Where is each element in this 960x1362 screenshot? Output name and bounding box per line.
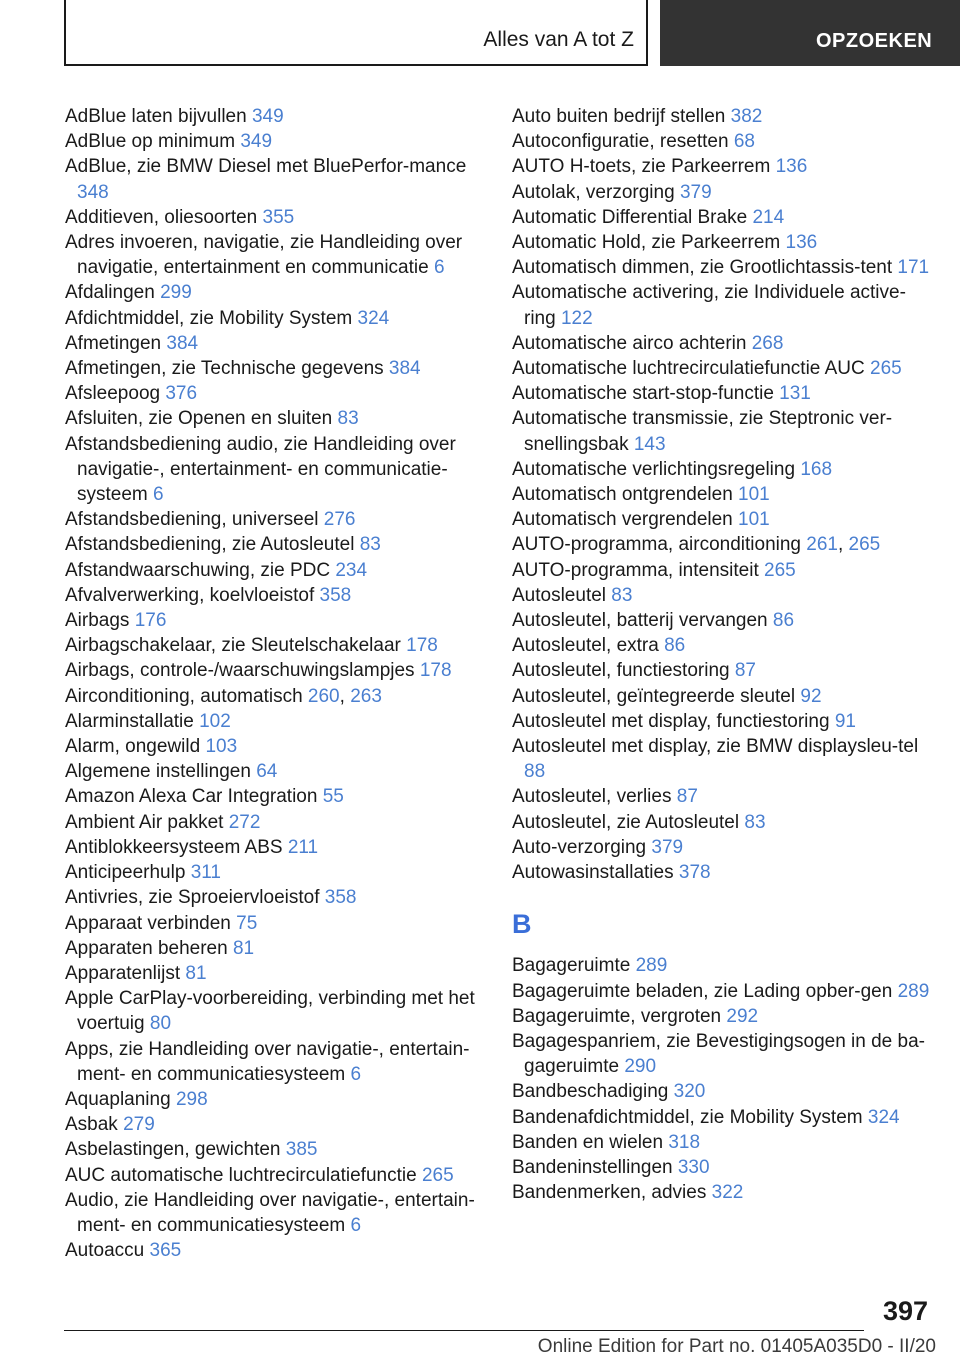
page-link[interactable]: 55 (322, 786, 344, 808)
page-link[interactable]: 176 (134, 610, 167, 632)
index-entry-text: AUC automatische luchtrecirculatiefunctie (65, 1164, 417, 1186)
page-link[interactable]: 318 (668, 1131, 701, 1153)
index-entry (512, 953, 932, 978)
section-tab[interactable] (660, 0, 960, 66)
page-link[interactable]: 88 (524, 761, 546, 783)
index-entry (65, 406, 485, 431)
index-entry-text: Anticipeerhulp (65, 862, 186, 884)
index-list-a (512, 104, 932, 885)
page-link[interactable]: 355 (262, 206, 295, 228)
page-number: 397 (882, 1296, 928, 1326)
page-link[interactable]: 384 (166, 332, 199, 354)
index-entry-text: Automatisch dimmen, zie Grootlichtassis‐tent (512, 257, 893, 279)
section-letter-b: B (512, 909, 532, 940)
index-entry-text: Afsleepoog (65, 383, 161, 405)
index-entry (512, 583, 932, 608)
index-entry-text: AUTO-programma, intensiteit (512, 559, 759, 581)
index-entry-text: AdBlue laten bijvullen (65, 106, 247, 127)
page-link[interactable]: 289 (635, 955, 668, 977)
index-entry (512, 558, 932, 583)
page-link[interactable]: 136 (785, 232, 818, 254)
page-link[interactable]: 92 (800, 685, 822, 707)
page-link[interactable]: 382 (730, 106, 763, 127)
index-entry (65, 709, 485, 734)
index-entry (512, 356, 932, 381)
index-entry-text: Automatische transmissie, zie Steptronic ver‐snellingsbak (512, 408, 893, 455)
page-link[interactable]: 376 (165, 383, 198, 405)
page-link[interactable]: 261 (806, 534, 838, 556)
index-entry (512, 860, 932, 885)
index-entry-text: Bandbeschadiging (512, 1081, 669, 1103)
page-link[interactable]: 6 (350, 1214, 362, 1236)
page-link[interactable]: 86 (772, 610, 795, 632)
index-entry-text: Autoaccu (65, 1240, 145, 1262)
index-entry-text: Algemene instellingen (65, 761, 251, 783)
page-link[interactable]: 299 (160, 282, 192, 304)
index-entry-text: Autolak, verzorging (512, 181, 675, 203)
index-entry-text: Afstandsbediening, zie Autosleutel (65, 534, 355, 556)
index-entry (65, 532, 485, 557)
index-entry-text: Bandeninstellingen (512, 1156, 673, 1178)
index-entry-text: Auto-verzorging (512, 836, 647, 858)
index-entry-text: Bandenmerken, advies (512, 1182, 707, 1204)
index-entry (512, 205, 932, 230)
index-entry-text: Afstandwaarschuwing, zie PDC (65, 559, 331, 581)
index-entry-text: Automatische start-stop-functie (512, 383, 774, 405)
index-entry (65, 205, 485, 230)
index-entry (65, 835, 485, 860)
index-entry-text: Adres invoeren, navigatie, zie Handleiding over navigatie, entertainment en communicatie (65, 232, 463, 279)
index-entry-text: Amazon Alexa Car Integration (65, 786, 318, 808)
index-entry-text: Afdichtmiddel, zie Mobility System (65, 307, 353, 329)
page-link[interactable]: 265 (764, 559, 796, 581)
page-link[interactable]: 265 (848, 534, 881, 556)
header-right-rule (646, 0, 648, 66)
page-link[interactable]: 290 (624, 1056, 657, 1078)
page-link[interactable]: 384 (388, 358, 421, 380)
index-entry-text: Apparatenlijst (65, 962, 181, 984)
page-link[interactable]: 265 (421, 1164, 454, 1186)
index-entry (512, 1155, 932, 1180)
index-entry (512, 331, 932, 356)
index-entry (512, 230, 932, 255)
index-entry (65, 759, 485, 784)
index-entry (65, 356, 485, 381)
page-link[interactable]: 64 (256, 761, 278, 783)
page-link[interactable]: 83 (744, 811, 766, 833)
index-entry-text: Autosleutel met display, functiestoring (512, 710, 830, 732)
index-entry (512, 709, 932, 734)
index-entry-text: Automatische luchtrecirculatiefunctie AUC (512, 358, 865, 380)
page-link[interactable]: 168 (800, 458, 833, 480)
index-entry (65, 911, 485, 936)
page-link[interactable]: 214 (752, 206, 785, 228)
index-entry (512, 633, 932, 658)
index-entry (65, 608, 485, 633)
index-entry-text: Alarm, ongewild (65, 736, 201, 758)
page-link[interactable]: 131 (779, 383, 811, 405)
page-link[interactable]: 178 (419, 660, 452, 682)
index-entry (65, 1238, 485, 1263)
index-entry-text: Afsluiten, zie Openen en sluiten (65, 408, 333, 430)
index-entry (65, 784, 485, 809)
index-entry-text: Asbelastingen, gewichten (65, 1139, 281, 1161)
index-entry-text: Apparaat verbinden (65, 912, 231, 934)
index-entry (65, 280, 485, 305)
index-entry-text: Automatische activering, zie Individuele active‐ring (512, 282, 906, 329)
index-entry (65, 230, 485, 280)
index-entry (65, 860, 485, 885)
page-link[interactable]: 378 (678, 862, 711, 884)
index-entry (512, 507, 932, 532)
index-entry-text: Afstandsbediening audio, zie Handleiding over navigatie-, entertainment- en communicatie‐systeem (65, 433, 456, 506)
index-entry (512, 129, 932, 154)
index-entry-text: Autosleutel, extra (512, 635, 659, 657)
index-entry (65, 1087, 485, 1112)
page-link[interactable]: 81 (232, 937, 255, 959)
index-entry-text: AUTO H-toets, zie Parkeerrem (512, 156, 771, 178)
index-column-left (65, 104, 485, 1263)
index-entry-text: AUTO-programma, airconditioning (512, 534, 801, 556)
page-link[interactable]: 6 (153, 484, 164, 506)
page-link[interactable]: 320 (673, 1081, 706, 1103)
index-entry (65, 129, 485, 154)
page-link[interactable]: 211 (287, 836, 319, 858)
page-link[interactable]: 103 (205, 736, 238, 758)
page-link[interactable]: 83 (611, 584, 633, 606)
index-entry-text: Ambient Air pakket (65, 811, 224, 833)
header-left-rule (64, 0, 66, 66)
index-list-b (512, 953, 932, 1205)
index-entry (512, 406, 932, 456)
page-link[interactable]: 279 (123, 1114, 155, 1136)
page-link[interactable]: 349 (251, 106, 284, 127)
index-entry (512, 381, 932, 406)
index-entry (512, 255, 932, 280)
index-entry (65, 633, 485, 658)
page-link[interactable]: 365 (149, 1240, 182, 1262)
index-column-right (512, 104, 932, 1205)
header-bottom-rule (64, 64, 648, 66)
page-link[interactable]: 289 (897, 980, 930, 1002)
index-entry-text: Autosleutel, zie Autosleutel (512, 811, 740, 833)
index-entry (65, 810, 485, 835)
index-entry-text: Antivries, zie Sproeiervloeistof (65, 887, 320, 909)
page-link[interactable]: 349 (240, 131, 273, 153)
index-entry-text: Airconditioning, automatisch (65, 685, 303, 707)
page-link[interactable]: 265 (870, 358, 902, 380)
index-entry (65, 936, 485, 961)
header-title: Alles van A tot Z (483, 28, 634, 51)
index-entry-text: Autosleutel, verlies (512, 786, 672, 808)
page-link[interactable]: 298 (175, 1088, 208, 1110)
index-entry (65, 1037, 485, 1087)
index-entry-text: Alarminstallatie (65, 710, 194, 732)
page-link[interactable]: 122 (560, 307, 593, 329)
index-entry (65, 306, 485, 331)
index-entry (512, 154, 932, 179)
index-entry (512, 1029, 932, 1079)
index-entry (512, 658, 932, 683)
index-entry (65, 381, 485, 406)
page-link[interactable]: 268 (751, 332, 784, 354)
page-link[interactable]: 83 (337, 408, 359, 430)
index-entry-text: Additieven, oliesoorten (65, 206, 258, 228)
page-link[interactable]: 171 (897, 257, 930, 279)
page-header (0, 0, 960, 66)
index-entry (65, 558, 485, 583)
index-entry (65, 507, 485, 532)
index-entry (65, 432, 485, 508)
index-entry (65, 583, 485, 608)
index-entry (512, 835, 932, 860)
index-entry-text: Automatisch vergrendelen (512, 509, 733, 531)
page-link[interactable]: 136 (775, 156, 808, 178)
page-link[interactable]: 379 (679, 181, 712, 203)
page-link[interactable]: 322 (711, 1182, 744, 1204)
page-link[interactable]: 102 (199, 710, 231, 732)
index-entry-text: Bagageruimte, vergroten (512, 1005, 722, 1027)
index-entry-text: Automatische airco achterin (512, 332, 747, 354)
index-entry (512, 608, 932, 633)
page-link[interactable]: 68 (733, 131, 755, 153)
index-entry-text: Afvalverwerking, koelvloeistof (65, 584, 315, 606)
page-link[interactable]: 311 (190, 862, 221, 884)
page-link[interactable]: 379 (651, 836, 684, 858)
page-link[interactable]: 83 (359, 534, 381, 556)
index-entry-text: Aquaplaning (65, 1088, 171, 1110)
index-entry-text: AdBlue, zie BMW Diesel met BluePerfor‐mance (65, 156, 467, 178)
index-entry (512, 482, 932, 507)
index-entry: Airconditioning, automatisch 260, 263 (65, 685, 382, 707)
index-entry-text: Autosleutel, functiestoring (512, 660, 730, 682)
page-link[interactable]: 6 (433, 257, 445, 279)
index-entry (512, 684, 932, 709)
page-link[interactable]: 260 (307, 685, 340, 707)
index-entry-text: Banden en wielen (512, 1131, 664, 1153)
index-entry (65, 961, 485, 986)
index-entry-text: Apple CarPlay-voorbereiding, verbinding met het voertuig (65, 988, 475, 1035)
index-entry (512, 734, 932, 784)
index-entry-text: Airbagschakelaar, zie Sleutelschakelaar (65, 635, 401, 657)
index-entry-text: Afmetingen (65, 332, 162, 354)
page-link[interactable]: 75 (236, 912, 258, 934)
index-entry (512, 1130, 932, 1155)
index-entry (512, 1105, 932, 1130)
index-entry (512, 457, 932, 482)
index-entry: AUTO-programma, airconditioning 261, 265 (512, 534, 881, 556)
index-entry (65, 658, 485, 683)
index-entry (512, 1004, 932, 1029)
index-entry-text: Bagageruimte (512, 955, 631, 977)
page-link[interactable]: 292 (726, 1005, 759, 1027)
page-link[interactable]: 234 (335, 559, 368, 581)
index-entry-text: Autosleutel (512, 584, 607, 606)
index-entry (65, 1112, 485, 1137)
index-entry-text: Autoconfiguratie, resetten (512, 131, 729, 153)
page-link[interactable]: 348 (77, 181, 109, 203)
page-link[interactable]: 385 (285, 1139, 318, 1161)
page-link[interactable]: 324 (357, 307, 390, 329)
index-entry-text: Auto buiten bedrijf stellen (512, 106, 726, 127)
index-entry (65, 1188, 485, 1238)
index-entry-text: Bagageruimte beladen, zie Lading opber‐gen (512, 980, 893, 1002)
index-entry (512, 280, 932, 330)
index-entry-text: Automatische verlichtingsregeling (512, 458, 796, 480)
index-entry-text: Autosleutel met display, zie BMW displaysleu‐tel (512, 736, 919, 758)
index-entry-text: Automatic Differential Brake (512, 206, 748, 228)
page-link[interactable]: 143 (633, 433, 666, 455)
index-entry (65, 331, 485, 356)
index-entry-text: Apparaten beheren (65, 937, 228, 959)
page-link[interactable]: 87 (734, 660, 756, 682)
page-link[interactable]: 358 (319, 584, 352, 606)
index-entry (512, 1180, 932, 1205)
index-entry (65, 1137, 485, 1162)
index-entry-text: Bandenafdichtmiddel, zie Mobility System (512, 1106, 863, 1128)
page-link[interactable]: 276 (323, 509, 356, 531)
index-entry (65, 986, 485, 1036)
index-entry-text: Airbags, controle-/waarschuwingslampjes (65, 660, 415, 682)
page-link[interactable]: 87 (676, 786, 698, 808)
index-entry-text: Airbags (65, 610, 130, 632)
page-link[interactable]: 178 (406, 635, 438, 657)
index-entry-text: Automatic Hold, zie Parkeerrem (512, 232, 781, 254)
index-entry (65, 885, 485, 910)
index-entry-text: Afstandsbediening, universeel (65, 509, 319, 531)
index-entry-text: Afmetingen, zie Technische gegevens (65, 358, 384, 380)
index-entry (65, 1163, 485, 1188)
index-entry-text: Apps, zie Handleiding over navigatie-, entertain‐ment- en communicatiesysteem (65, 1038, 470, 1085)
footer-rule (64, 1330, 864, 1331)
index-entry-text: Autosleutel, geïntegreerde sleutel (512, 685, 796, 707)
footer-edition: Online Edition for Part no. 01405A035D0 - II/20 (537, 1336, 936, 1357)
index-entry (512, 1079, 932, 1104)
index-entry (65, 104, 485, 129)
index-entry-text: Bagagespanriem, zie Bevestigingsogen in de ba‐gageruimte (512, 1030, 925, 1078)
index-entry (512, 784, 932, 809)
index-entry-text: Antiblokkeersysteem ABS (65, 836, 283, 858)
page-link[interactable]: 6 (350, 1063, 362, 1085)
index-entry (512, 810, 932, 835)
page-link[interactable]: 80 (149, 1013, 172, 1035)
index-entry (512, 180, 932, 205)
index-entry-text: Afdalingen (65, 282, 155, 304)
index-entry-text: Autosleutel, batterij vervangen (512, 610, 768, 632)
page-link[interactable]: 101 (738, 484, 770, 506)
page-link[interactable]: 263 (350, 685, 382, 707)
index-entry-text: Automatisch ontgrendelen (512, 484, 733, 506)
index-entry-text: Audio, zie Handleiding over navigatie-, entertain‐ment- en communicatiesysteem (65, 1189, 475, 1236)
page-link[interactable]: 91 (834, 710, 856, 732)
index-entry-text: Asbak (65, 1114, 118, 1136)
page-link[interactable]: 86 (664, 635, 686, 657)
page-link[interactable]: 272 (228, 811, 261, 833)
index-entry (65, 154, 485, 204)
page-link[interactable]: 324 (867, 1106, 900, 1128)
section-tab-label: OPZOEKEN (816, 30, 933, 52)
index-entry-text: Autowasinstallaties (512, 862, 674, 884)
index-entry (65, 734, 485, 759)
page-link[interactable]: 330 (677, 1156, 710, 1178)
page-link[interactable]: 358 (324, 887, 357, 909)
page-link[interactable]: 81 (185, 962, 207, 984)
index-entry (512, 979, 932, 1004)
index-entry-text: AdBlue op minimum (65, 131, 236, 153)
index-entry (512, 104, 932, 129)
page-link[interactable]: 101 (738, 509, 770, 531)
